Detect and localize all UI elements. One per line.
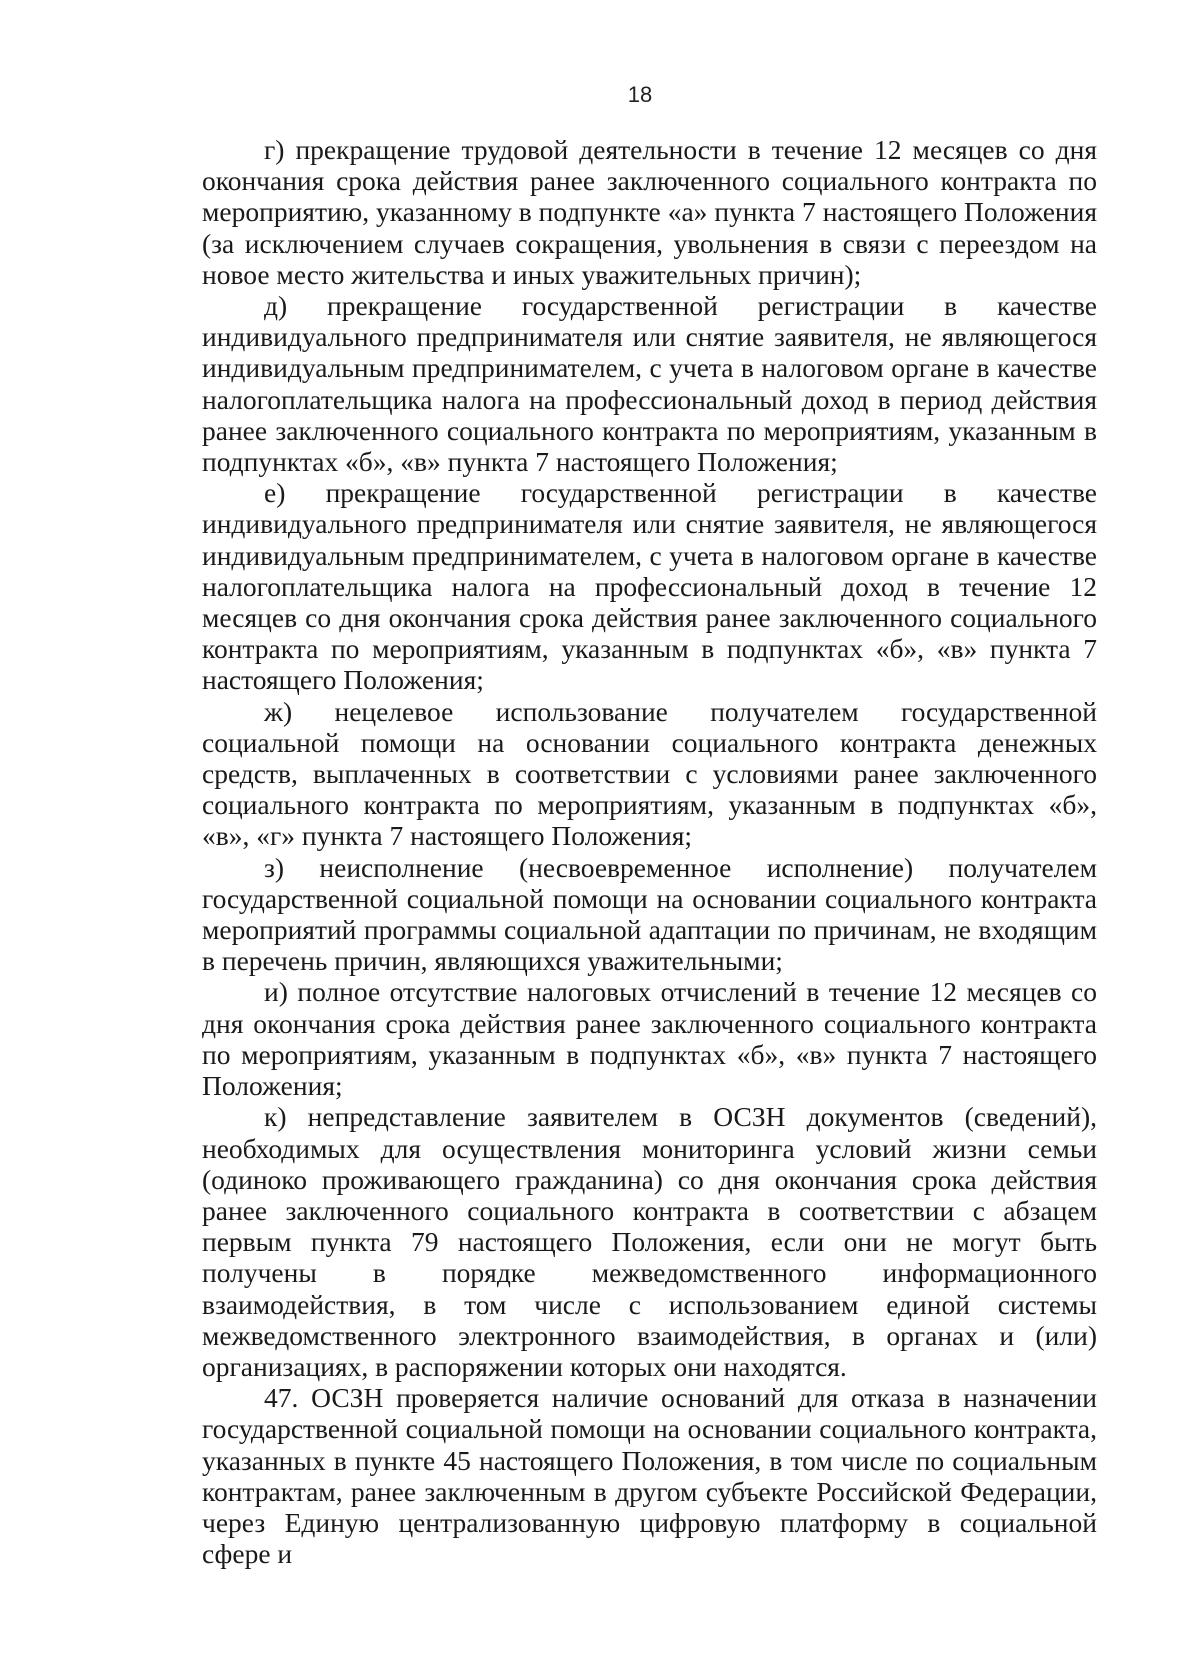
paragraph-k: к) непредставление заявителем в ОСЗН документов (сведений), необходимых для осуществления мониторинга условий жизни семьи (одиноко проживающего гражданина) со дня окончания срока действия ранее заключенного социального контракта в соответствии с абзацем первым пункта 79 настоящего Положения, если они не могут быть получены в порядке межведомственного информационного взаимодействия, в том числе с использованием единой системы межведомственного электронного взаимодействия, в органах и (или) организациях, в распоряжении которых они находятся. [202, 1101, 1097, 1382]
paragraph-i: и) полное отсутствие налоговых отчислений в течение 12 месяцев со дня окончания срока действия ранее заключенного социального контракта по мероприятиям, указанным в подпунктах «б», «в» пункта 7 настоящего Положения; [202, 976, 1097, 1102]
page-number: 18 [627, 82, 653, 107]
paragraph-d: д) прекращение государственной регистрации в качестве индивидуального предпринимателя или снятие заявителя, не являющегося индивидуальным предпринимателем, с учета в налоговом органе в качестве налогоплательщика налога на профессиональный доход в период действия ранее заключенного социального контракта по мероприятиям, указанным в подпунктах «б», «в» пункта 7 настоящего Положения; [202, 290, 1097, 478]
paragraph-g: г) прекращение трудовой деятельности в течение 12 месяцев со дня окончания срока действия ранее заключенного социального контракта по мероприятию, указанному в подпункте «а» пункта 7 настоящего Положения (за исключением случаев сокращения, увольнения в связи с переездом на новое место жительства и иных уважительных причин); [202, 134, 1097, 290]
paragraph-47: 47. ОСЗН проверяется наличие оснований для отказа в назначении государственной социальной помощи на основании социального контракта, указанных в пункте 45 настоящего Положения, в том числе по социальным контрактам, ранее заключенным в другом субъекте Российской Федерации, через Единую централизованную цифровую платформу в социальной сфере и [202, 1382, 1097, 1570]
paragraph-zh: ж) нецелевое использование получателем государственной социальной помощи на основании социального контракта денежных средств, выплаченных в соответствии с условиями ранее заключенного социального контракта по мероприятиям, указанным в подпунктах «б», «в», «г» пункта 7 настоящего Положения; [202, 695, 1097, 852]
paragraph-e: е) прекращение государственной регистрации в качестве индивидуального предпринимателя или снятие заявителя, не являющегося индивидуальным предпринимателем, с учета в налоговом органе в качестве налогоплательщика налога на профессиональный доход в течение 12 месяцев со дня окончания срока действия ранее заключенного социального контракта по мероприятиям, указанным в подпунктах «б», «в» пункта 7 настоящего Положения; [202, 477, 1097, 696]
document-body [202, 134, 1097, 1569]
paragraph-z: з) неисполнение (несвоевременное исполнение) получателем государственной социальной помощи на основании социального контракта мероприятий программы социальной адаптации по причинам, не входящим в перечень причин, являющихся уважительными; [202, 851, 1097, 977]
